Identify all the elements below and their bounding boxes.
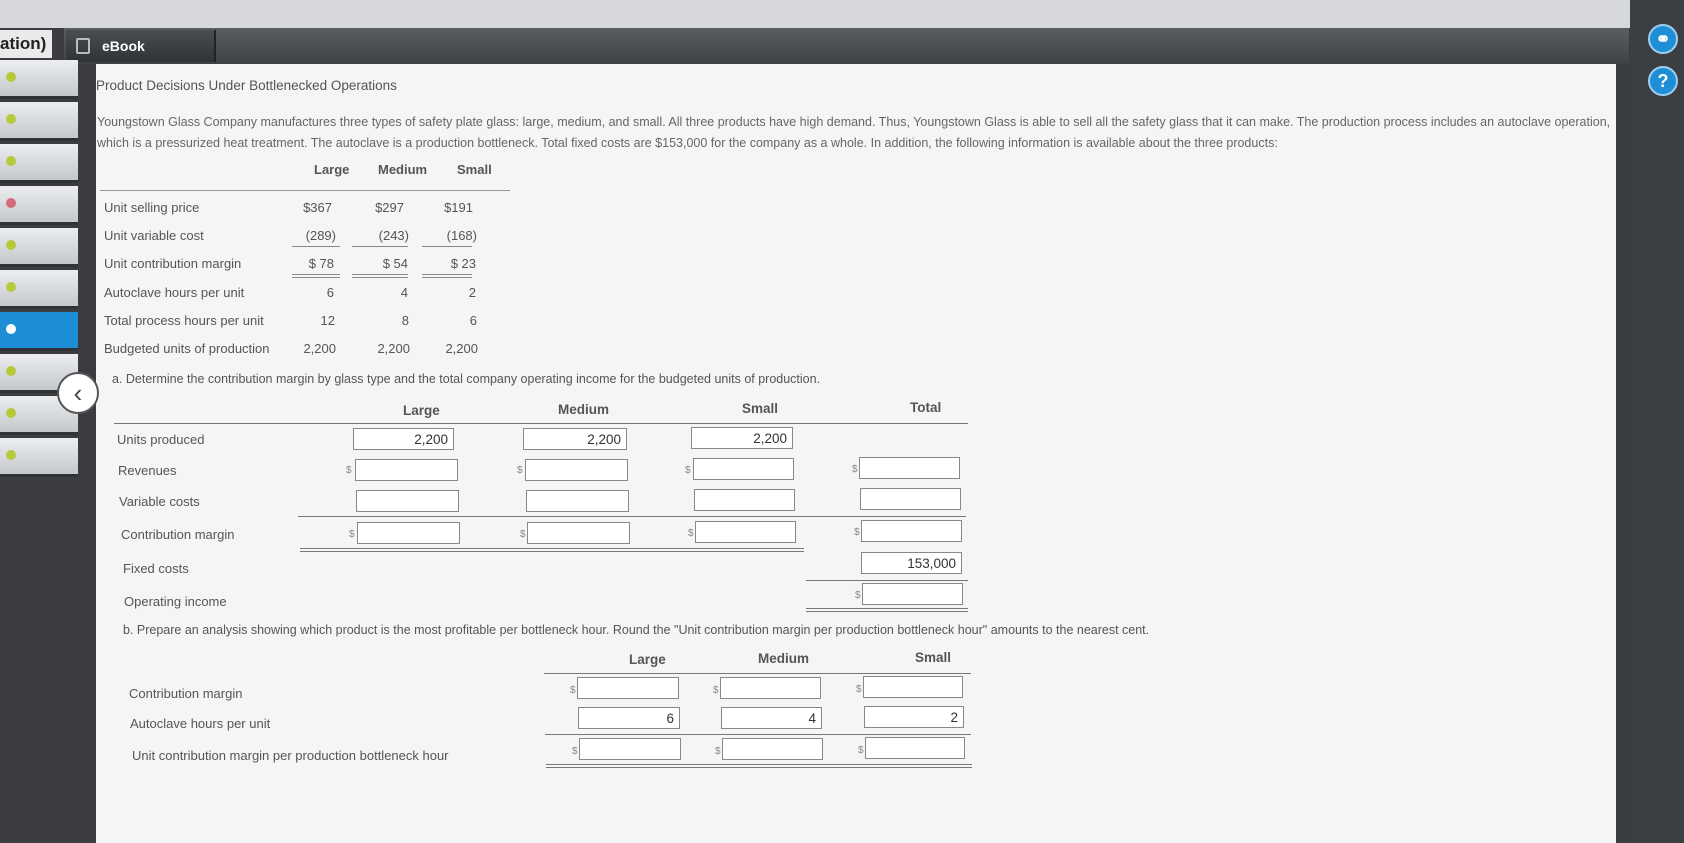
- check-icon: [6, 282, 16, 292]
- cm-per-hour-medium-input[interactable]: [722, 738, 823, 760]
- part-a-header-rule: [114, 423, 968, 424]
- part-a-prompt: a. Determine the contribution margin by glass type and the total company operating income for the budgeted units of production.: [112, 372, 821, 386]
- question-nav-item[interactable]: [0, 270, 78, 309]
- toolbar: [64, 28, 1629, 64]
- info-header-large: Large: [314, 162, 350, 177]
- info-cell: $ 54: [382, 256, 408, 271]
- info-cell: 8: [401, 313, 409, 328]
- question-content-panel: [96, 64, 1616, 843]
- subtotal-rule: [422, 246, 472, 247]
- info-row-label: Autoclave hours per unit: [104, 285, 245, 300]
- autoclave-hours-large-input[interactable]: [578, 707, 680, 729]
- info-row-label: Unit contribution margin: [104, 256, 242, 271]
- dollar-sign: $: [856, 684, 862, 695]
- row-label-cm-per-bottleneck-hour: Unit contribution margin per production bottleneck hour: [132, 748, 449, 763]
- units-produced-medium-input[interactable]: [523, 428, 627, 450]
- b-contribution-margin-large-input[interactable]: [577, 677, 679, 699]
- revenues-total-input[interactable]: [859, 457, 960, 479]
- cm-per-hour-large-input[interactable]: [579, 738, 681, 760]
- dollar-sign: $: [852, 464, 858, 475]
- info-cell: $ 78: [308, 256, 334, 271]
- total-rule: [422, 277, 472, 278]
- dollar-sign: $: [520, 529, 526, 540]
- assignment-title-fragment: ation): [0, 30, 52, 58]
- b-contribution-margin-small-input[interactable]: [863, 676, 963, 698]
- row-label-fixed-costs: Fixed costs: [123, 561, 189, 576]
- part-b-prompt: b. Prepare an analysis showing which product is the most profitable per bottleneck hour. Round the "Unit contribution margin per production bottleneck hour" amounts to the nearest cent.: [123, 623, 1150, 637]
- question-nav-item[interactable]: [0, 186, 78, 225]
- units-produced-small-input[interactable]: [691, 427, 793, 449]
- variable-costs-small-input[interactable]: [694, 489, 795, 511]
- check-icon: [6, 156, 16, 166]
- fixed-costs-total-input[interactable]: [861, 552, 962, 574]
- book-icon: [76, 38, 90, 54]
- row-label-autoclave-hours: Autoclave hours per unit: [130, 716, 271, 731]
- check-icon: [6, 450, 16, 460]
- dollar-sign: $: [855, 590, 861, 601]
- browser-top-strip: [0, 0, 1684, 28]
- problem-intro: Youngstown Glass Company manufactures three types of safety plate glass: large, medium, and small. All three products have high demand. Thus, Youngstown Glass is able to sell all the safety glass that it can make. The production process includes an autoclave operation, which is a pressurized heat treatment. The autoclave is a production bottleneck. Total fixed costs are $153,000 for the company as a whole. In addition, the following information is available about the three products:: [97, 115, 1611, 150]
- total-rule: [352, 274, 408, 275]
- right-toolbar: [1630, 0, 1684, 843]
- info-cell: 2: [468, 285, 476, 300]
- part-b-header-small: Small: [915, 650, 952, 665]
- autoclave-hours-small-input[interactable]: [864, 706, 964, 728]
- total-rule: [300, 548, 804, 549]
- question-nav-item[interactable]: [0, 144, 78, 183]
- subtotal-rule: [352, 246, 408, 247]
- dollar-sign: $: [854, 527, 860, 538]
- info-row-label: Unit selling price: [104, 200, 200, 215]
- help-icon[interactable]: ?: [1648, 66, 1678, 96]
- info-cell: (289): [305, 228, 336, 243]
- row-label-contribution-margin: Contribution margin: [121, 527, 235, 542]
- contribution-margin-medium-input[interactable]: [527, 522, 630, 544]
- operating-income-total-input[interactable]: [862, 583, 963, 605]
- total-rule: [292, 274, 340, 275]
- check-icon: [6, 72, 16, 82]
- dollar-sign: $: [688, 528, 694, 539]
- info-row-label: Unit variable cost: [104, 228, 204, 243]
- subtotal-rule: [292, 246, 340, 247]
- revenues-large-input[interactable]: [355, 459, 458, 481]
- total-rule: [300, 551, 804, 552]
- info-cell: 4: [400, 285, 408, 300]
- contribution-margin-large-input[interactable]: [357, 522, 460, 544]
- info-cell: 2,200: [445, 341, 478, 356]
- info-cell: 2,200: [377, 341, 410, 356]
- question-nav-item[interactable]: [0, 438, 78, 477]
- cm-per-hour-small-input[interactable]: [865, 737, 965, 759]
- part-b-header-medium: Medium: [758, 651, 810, 666]
- autoclave-hours-medium-input[interactable]: [721, 707, 822, 729]
- dollar-sign: $: [713, 685, 719, 696]
- question-navigation-sidebar: [0, 60, 80, 500]
- subtotal-rule: [806, 580, 968, 581]
- row-label-b-contribution-margin: Contribution margin: [129, 686, 243, 701]
- check-icon: [6, 114, 16, 124]
- row-label-variable-costs: Variable costs: [119, 494, 200, 509]
- error-icon: [6, 198, 16, 208]
- dollar-sign: $: [858, 745, 864, 756]
- question-nav-item[interactable]: [0, 228, 78, 267]
- check-icon: [6, 366, 16, 376]
- info-cell: 2,200: [303, 341, 336, 356]
- total-rule: [546, 764, 972, 765]
- problem-title: Product Decisions Under Bottlenecked Operations: [96, 78, 397, 93]
- total-rule: [546, 767, 972, 768]
- info-cell: (168): [446, 228, 477, 243]
- current-icon: [6, 324, 16, 334]
- headset-icon[interactable]: ⚭: [1648, 24, 1678, 54]
- info-header-rule: [100, 190, 510, 191]
- dollar-sign: $: [572, 746, 578, 757]
- info-row-label: Budgeted units of production: [104, 341, 270, 356]
- check-icon: [6, 408, 16, 418]
- variable-costs-large-input[interactable]: [356, 490, 459, 512]
- info-cell: $297: [375, 200, 404, 215]
- info-row-label: Total process hours per unit: [104, 313, 264, 328]
- subtotal-rule: [545, 734, 971, 735]
- part-a-header-large: Large: [403, 403, 440, 418]
- info-cell: $191: [444, 200, 473, 215]
- dollar-sign: $: [349, 529, 355, 540]
- total-rule: [806, 608, 968, 609]
- dollar-sign: $: [685, 465, 691, 476]
- part-a-header-medium: Medium: [558, 402, 610, 417]
- ebook-label: eBook: [102, 38, 145, 54]
- question-nav-item[interactable]: [0, 102, 78, 141]
- row-label-units-produced: Units produced: [117, 432, 205, 447]
- dollar-sign: $: [715, 746, 721, 757]
- part-b-header-large: Large: [629, 652, 666, 667]
- info-cell: $ 23: [450, 256, 476, 271]
- info-cell: 6: [469, 313, 477, 328]
- collapse-sidebar-button[interactable]: [57, 372, 99, 414]
- revenues-medium-input[interactable]: [525, 459, 628, 481]
- variable-costs-total-input[interactable]: [860, 488, 961, 510]
- row-label-operating-income: Operating income: [124, 594, 227, 609]
- part-a-header-small: Small: [742, 401, 779, 416]
- row-label-revenues: Revenues: [118, 463, 177, 478]
- part-b-header-rule: [544, 673, 971, 674]
- info-header-small: Small: [457, 162, 492, 177]
- dollar-sign: $: [570, 685, 576, 696]
- total-rule: [422, 274, 472, 275]
- info-cell: (243): [378, 228, 409, 243]
- info-cell: $367: [303, 200, 332, 215]
- ebook-tab[interactable]: [66, 30, 216, 62]
- dollar-sign: $: [517, 465, 523, 476]
- contribution-margin-total-input[interactable]: [861, 520, 962, 542]
- total-rule: [292, 277, 340, 278]
- total-rule: [806, 611, 968, 612]
- total-rule: [352, 277, 408, 278]
- check-icon: [6, 240, 16, 250]
- chevron-left-icon: ‹: [73, 377, 83, 408]
- question-nav-item-active[interactable]: [0, 312, 78, 351]
- info-cell: 12: [320, 313, 335, 328]
- subtotal-rule: [298, 516, 966, 517]
- units-produced-large-input[interactable]: [353, 428, 454, 450]
- revenues-small-input[interactable]: [693, 458, 794, 480]
- info-header-medium: Medium: [378, 162, 428, 177]
- part-a-header-total: Total: [910, 400, 942, 415]
- question-nav-item[interactable]: [0, 60, 78, 99]
- dollar-sign: $: [346, 465, 352, 476]
- contribution-margin-small-input[interactable]: [695, 521, 796, 543]
- variable-costs-medium-input[interactable]: [526, 490, 629, 512]
- info-cell: 6: [326, 285, 334, 300]
- b-contribution-margin-medium-input[interactable]: [720, 677, 821, 699]
